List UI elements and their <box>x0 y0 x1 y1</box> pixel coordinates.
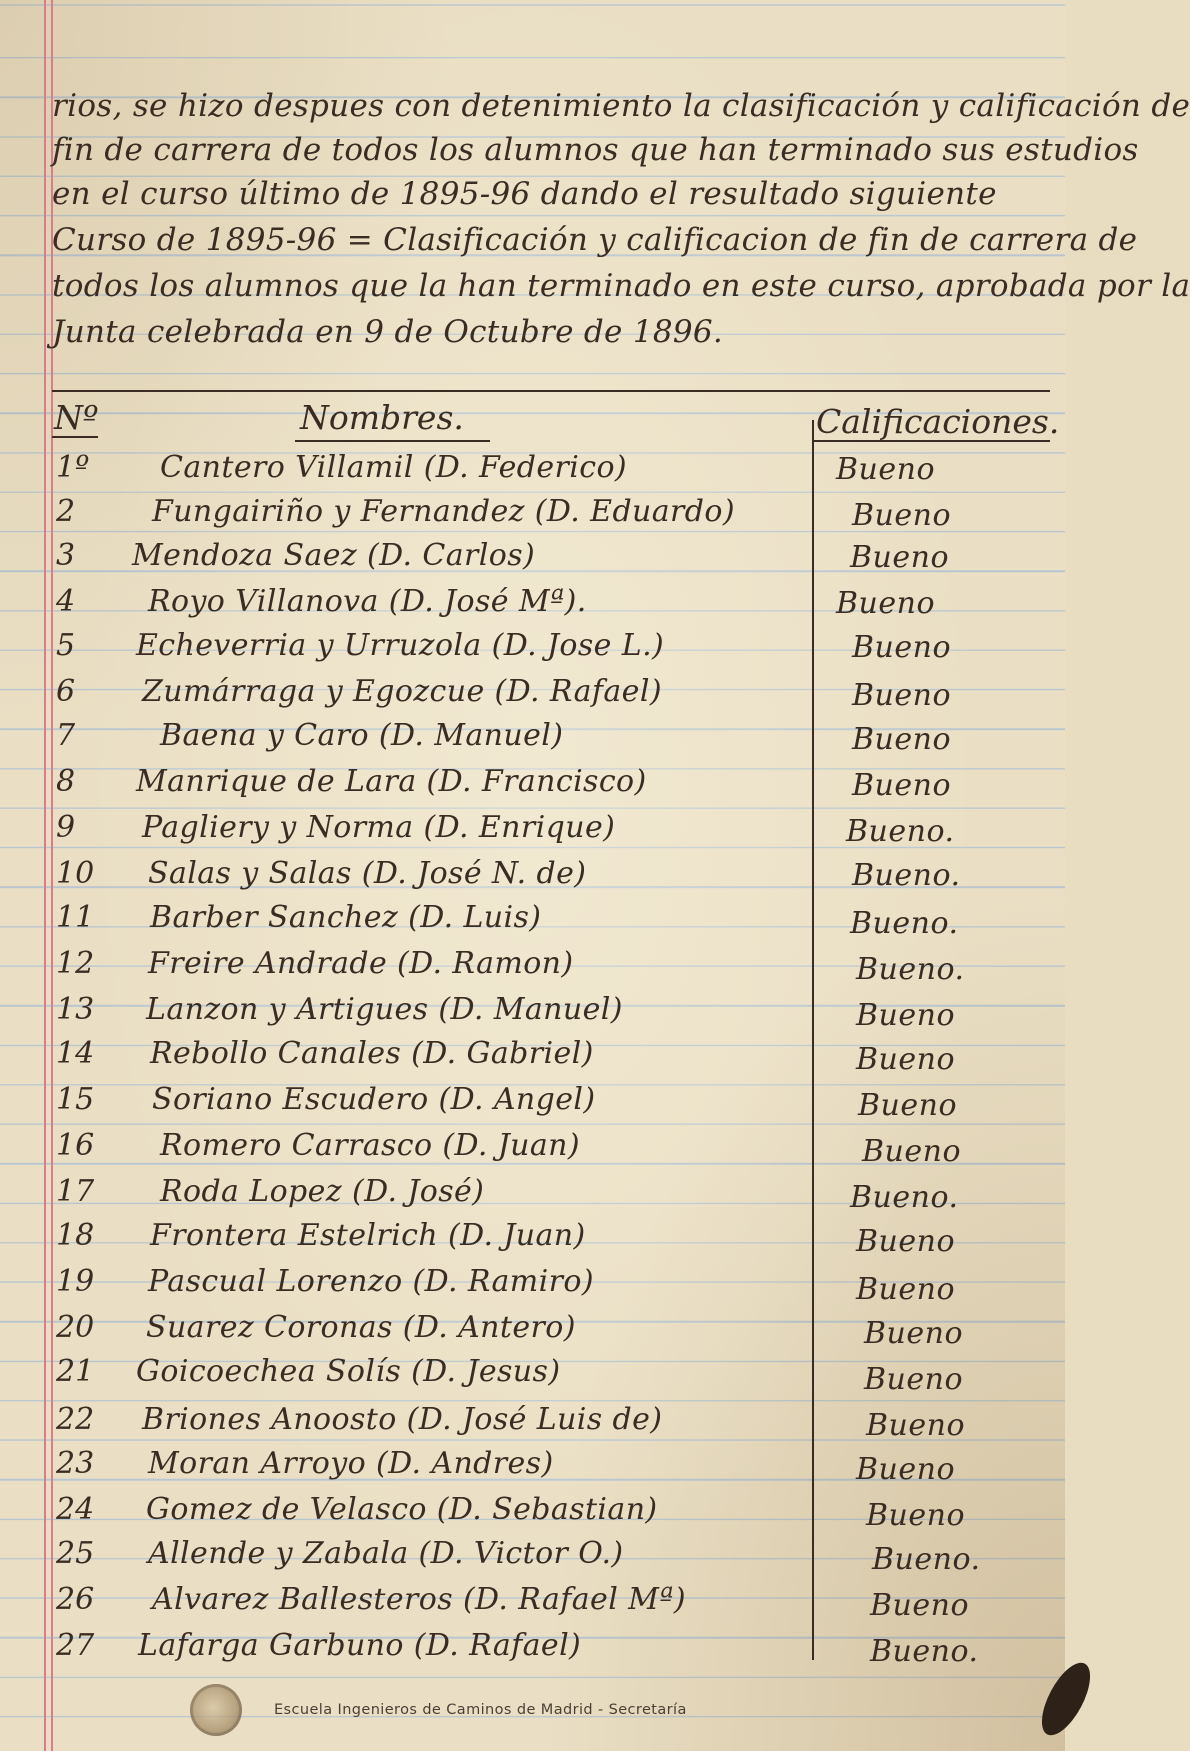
student-grade: Bueno. <box>856 952 965 987</box>
archive-credit: Escuela Ingenieros de Caminos de Madrid - Secretaría <box>274 1702 687 1718</box>
student-name: Lafarga Garbuno (D. Rafael) <box>138 1628 582 1663</box>
paragraph-line: todos los alumnos que la han terminado en este curso, aprobada por la <box>52 268 1190 304</box>
student-grade: Bueno <box>864 1362 964 1397</box>
margin-line-left <box>44 0 46 1751</box>
student-grade: Bueno <box>858 1088 958 1123</box>
student-grade: Bueno <box>866 1408 966 1443</box>
student-grade: Bueno <box>852 630 952 665</box>
student-name: Moran Arroyo (D. Andres) <box>148 1446 554 1481</box>
row-number: 11 <box>56 900 95 935</box>
row-number: 24 <box>56 1492 95 1527</box>
row-number: 20 <box>56 1310 95 1345</box>
student-grade: Bueno <box>856 998 956 1033</box>
row-number: 7 <box>56 718 76 753</box>
number-column-header: Nº <box>54 398 99 437</box>
student-name: Freire Andrade (D. Ramon) <box>148 946 574 981</box>
student-grade: Bueno <box>850 540 950 575</box>
row-number: 12 <box>56 946 95 981</box>
row-number: 23 <box>56 1446 95 1481</box>
row-number: 25 <box>56 1536 95 1571</box>
student-name: Barber Sanchez (D. Luis) <box>150 900 542 935</box>
student-name: Frontera Estelrich (D. Juan) <box>150 1218 586 1253</box>
row-number: 6 <box>56 674 76 709</box>
student-grade: Bueno <box>836 586 936 621</box>
student-grade: Bueno. <box>850 906 959 941</box>
row-number: 8 <box>56 764 76 799</box>
row-number: 27 <box>56 1628 95 1663</box>
grades-column-header: Calificaciones. <box>816 402 1060 441</box>
student-name: Zumárraga y Egozcue (D. Rafael) <box>142 674 662 709</box>
archive-footer <box>190 1680 687 1740</box>
row-number: 15 <box>56 1082 95 1117</box>
student-grade: Bueno <box>862 1134 962 1169</box>
student-name: Briones Anoosto (D. José Luis de) <box>142 1402 663 1437</box>
row-number: 2 <box>56 494 76 529</box>
row-number: 4 <box>56 584 76 619</box>
student-name: Baena y Caro (D. Manuel) <box>160 718 564 753</box>
student-name: Pascual Lorenzo (D. Ramiro) <box>148 1264 594 1299</box>
student-name: Royo Villanova (D. José Mª). <box>148 584 587 619</box>
row-number: 18 <box>56 1218 95 1253</box>
row-number: 10 <box>56 856 95 891</box>
student-grade: Bueno <box>856 1452 956 1487</box>
student-grade: Bueno <box>852 498 952 533</box>
paragraph-line: Curso de 1895-96 = Clasificación y calificacion de fin de carrera de <box>52 222 1138 258</box>
student-grade: Bueno <box>836 452 936 487</box>
student-grade: Bueno. <box>870 1634 979 1669</box>
paragraph-line: en el curso último de 1895-96 dando el resultado siguiente <box>52 176 997 212</box>
table-top-rule <box>52 390 1050 392</box>
student-name: Lanzon y Artigues (D. Manuel) <box>146 992 623 1027</box>
student-name: Mendoza Saez (D. Carlos) <box>132 538 536 573</box>
student-name: Alvarez Ballesteros (D. Rafael Mª) <box>152 1582 687 1617</box>
student-grade: Bueno <box>852 768 952 803</box>
row-number: 19 <box>56 1264 95 1299</box>
student-name: Manrique de Lara (D. Francisco) <box>136 764 647 799</box>
names-column-header: Nombres. <box>300 398 464 437</box>
student-name: Cantero Villamil (D. Federico) <box>160 450 628 485</box>
row-number: 14 <box>56 1036 95 1071</box>
student-grade: Bueno <box>856 1224 956 1259</box>
row-number: 9 <box>56 810 76 845</box>
student-grade: Bueno <box>856 1042 956 1077</box>
student-grade: Bueno <box>852 722 952 757</box>
grades-column-rule <box>812 420 814 1660</box>
student-name: Soriano Escudero (D. Angel) <box>152 1082 596 1117</box>
row-number: 17 <box>56 1174 95 1209</box>
student-name: Gomez de Velasco (D. Sebastian) <box>146 1492 658 1527</box>
university-seal-icon <box>190 1684 242 1736</box>
student-grade: Bueno <box>852 678 952 713</box>
paragraph-line: fin de carrera de todos los alumnos que han terminado sus estudios <box>52 132 1139 168</box>
student-name: Echeverria y Urruzola (D. Jose L.) <box>136 628 665 663</box>
student-grade: Bueno <box>856 1272 956 1307</box>
row-number: 5 <box>56 628 76 663</box>
names-header-underline <box>295 440 490 442</box>
row-number: 22 <box>56 1402 95 1437</box>
student-name: Romero Carrasco (D. Juan) <box>160 1128 581 1163</box>
student-name: Pagliery y Norma (D. Enrique) <box>142 810 616 845</box>
paragraph-line: Junta celebrada en 9 de Octubre de 1896. <box>52 314 724 350</box>
student-grade: Bueno <box>866 1498 966 1533</box>
row-number: 16 <box>56 1128 95 1163</box>
student-grade: Bueno <box>864 1316 964 1351</box>
margin-line-right <box>51 0 53 1751</box>
student-name: Salas y Salas (D. José N. de) <box>148 856 587 891</box>
student-grade: Bueno. <box>846 814 955 849</box>
student-grade: Bueno. <box>852 858 961 893</box>
row-number: 3 <box>56 538 76 573</box>
student-name: Roda Lopez (D. José) <box>160 1174 485 1209</box>
row-number: 13 <box>56 992 95 1027</box>
student-name: Fungairiño y Fernandez (D. Eduardo) <box>152 494 735 529</box>
student-name: Rebollo Canales (D. Gabriel) <box>150 1036 594 1071</box>
student-grade: Bueno. <box>850 1180 959 1215</box>
row-number: 21 <box>56 1354 95 1389</box>
student-name: Suarez Coronas (D. Antero) <box>146 1310 576 1345</box>
ink-blot <box>1032 1656 1100 1743</box>
paragraph-line: rios, se hizo despues con detenimiento la clasificación y calificación de <box>52 88 1190 124</box>
student-grade: Bueno <box>870 1588 970 1623</box>
row-number: 26 <box>56 1582 95 1617</box>
student-name: Allende y Zabala (D. Victor O.) <box>148 1536 624 1571</box>
student-name: Goicoechea Solís (D. Jesus) <box>136 1354 561 1389</box>
row-number: 1º <box>56 450 90 485</box>
student-grade: Bueno. <box>872 1542 981 1577</box>
